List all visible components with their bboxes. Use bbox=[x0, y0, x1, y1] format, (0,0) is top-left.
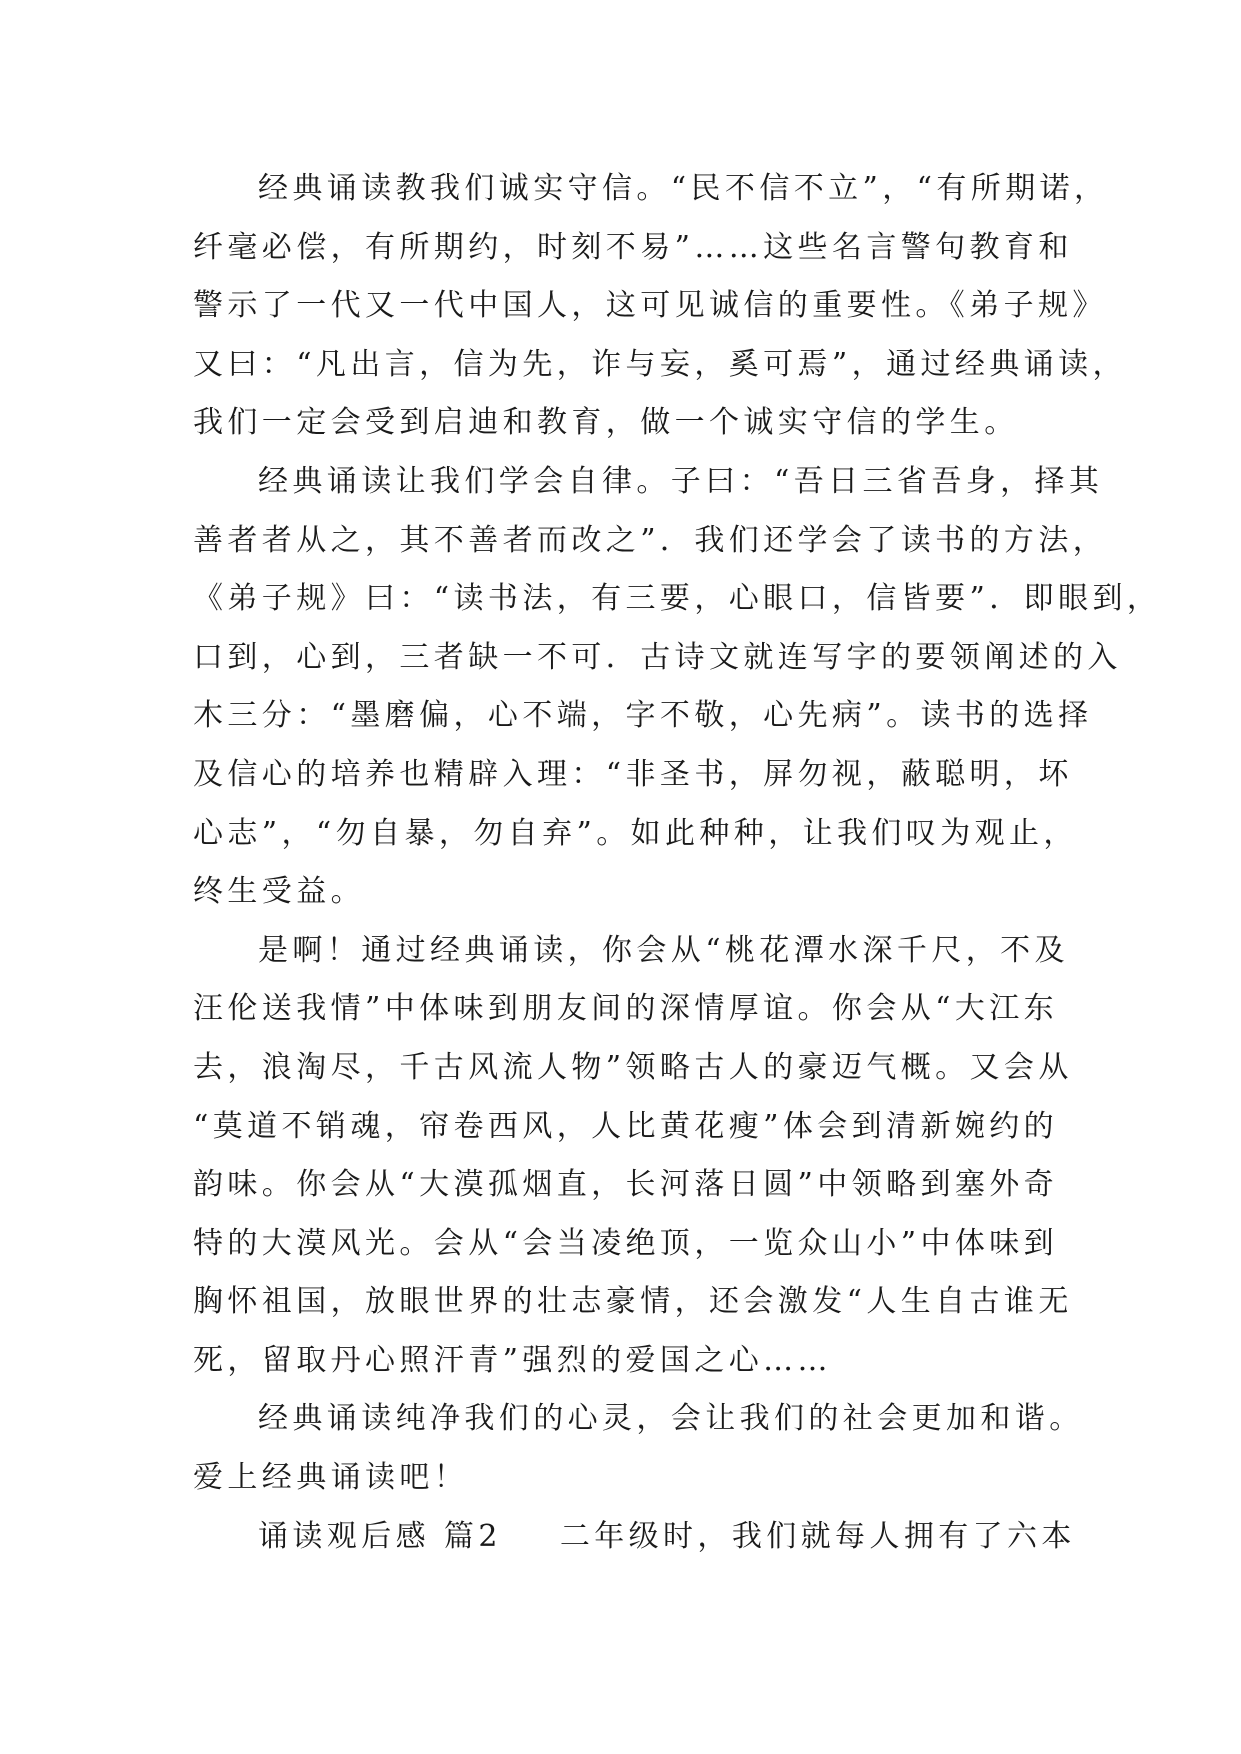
text-line: 纤毫必偿，有所期约，时刻不易”……这些名言警句教育和 bbox=[193, 229, 1073, 265]
text-line: 心志”，“勿自暴，勿自弃”。如此种种，让我们叹为观止， bbox=[193, 815, 1078, 851]
text-line: 去，浪淘尽，千古风流人物”领略古人的豪迈气概。又会从 bbox=[193, 1049, 1073, 1085]
text-line: 《弟子规》曰：“读书法，有三要，心眼口，信皆要”．即眼到， bbox=[193, 581, 1162, 617]
document-body bbox=[193, 160, 1162, 1566]
text-line: 善者者从之，其不善者而改之”．我们还学会了读书的方法， bbox=[193, 522, 1108, 558]
text-line: 经典诵读纯净我们的心灵，会让我们的社会更加和谐。 bbox=[258, 1401, 1084, 1437]
text-line: 终生受益。 bbox=[193, 874, 365, 910]
text-line: 口到，心到，三者缺一不可．古诗文就连写字的要领阐述的入 bbox=[193, 639, 1122, 675]
text-line: 胸怀祖国，放眼世界的壮志豪情，还会激发“人生自古谁无 bbox=[193, 1284, 1073, 1320]
text-line: 特的大漠风光。会从“会当凌绝顶，一览众山小”中体味到 bbox=[193, 1225, 1059, 1261]
text-line: 我们一定会受到启迪和教育，做一个诚实守信的学生。 bbox=[193, 405, 1019, 441]
section-text: 二年级时，我们就每人拥有了六本 bbox=[559, 1518, 1076, 1554]
section-heading: 诵读观后感 篇2 bbox=[258, 1518, 502, 1554]
text-line: 经典诵读教我们诚实守信。“民不信不立”，“有所期诺， bbox=[258, 171, 1109, 206]
text-line: 经典诵读让我们学会自律。子曰：“吾日三省吾身，择其 bbox=[258, 463, 1104, 499]
text-line: 韵味。你会从“大漠孤烟直，长河落日圆”中领略到塞外奇 bbox=[193, 1167, 1059, 1203]
text-line: 及信心的培养也精辟入理：“非圣书，屏勿视，蔽聪明，坏 bbox=[193, 756, 1073, 792]
text-line: 木三分：“墨磨偏，心不端，字不敬，心先病”。读书的选择 bbox=[193, 698, 1093, 734]
last-line bbox=[193, 1508, 1076, 1567]
text-line: 是啊！通过经典诵读，你会从“桃花潭水深千尺，不及 bbox=[258, 932, 1069, 968]
text-line: 死，留取丹心照汗青”强烈的爱国之心…… bbox=[193, 1342, 832, 1378]
text-line: 汪伦送我情”中体味到朋友间的深情厚谊。你会从“大江东 bbox=[193, 991, 1059, 1027]
text-line: 又曰：“凡出言，信为先，诈与妄，奚可焉”，通过经典诵读， bbox=[193, 346, 1127, 382]
text-line: 警示了一代又一代中国人，这可见诚信的重要性。《弟子规》 bbox=[193, 288, 1107, 324]
text-line: “莫道不销魂，帘卷西风，人比黄花瘦”体会到清新婉约的 bbox=[193, 1108, 1059, 1144]
text-line: 爱上经典诵读吧！ bbox=[193, 1460, 469, 1496]
